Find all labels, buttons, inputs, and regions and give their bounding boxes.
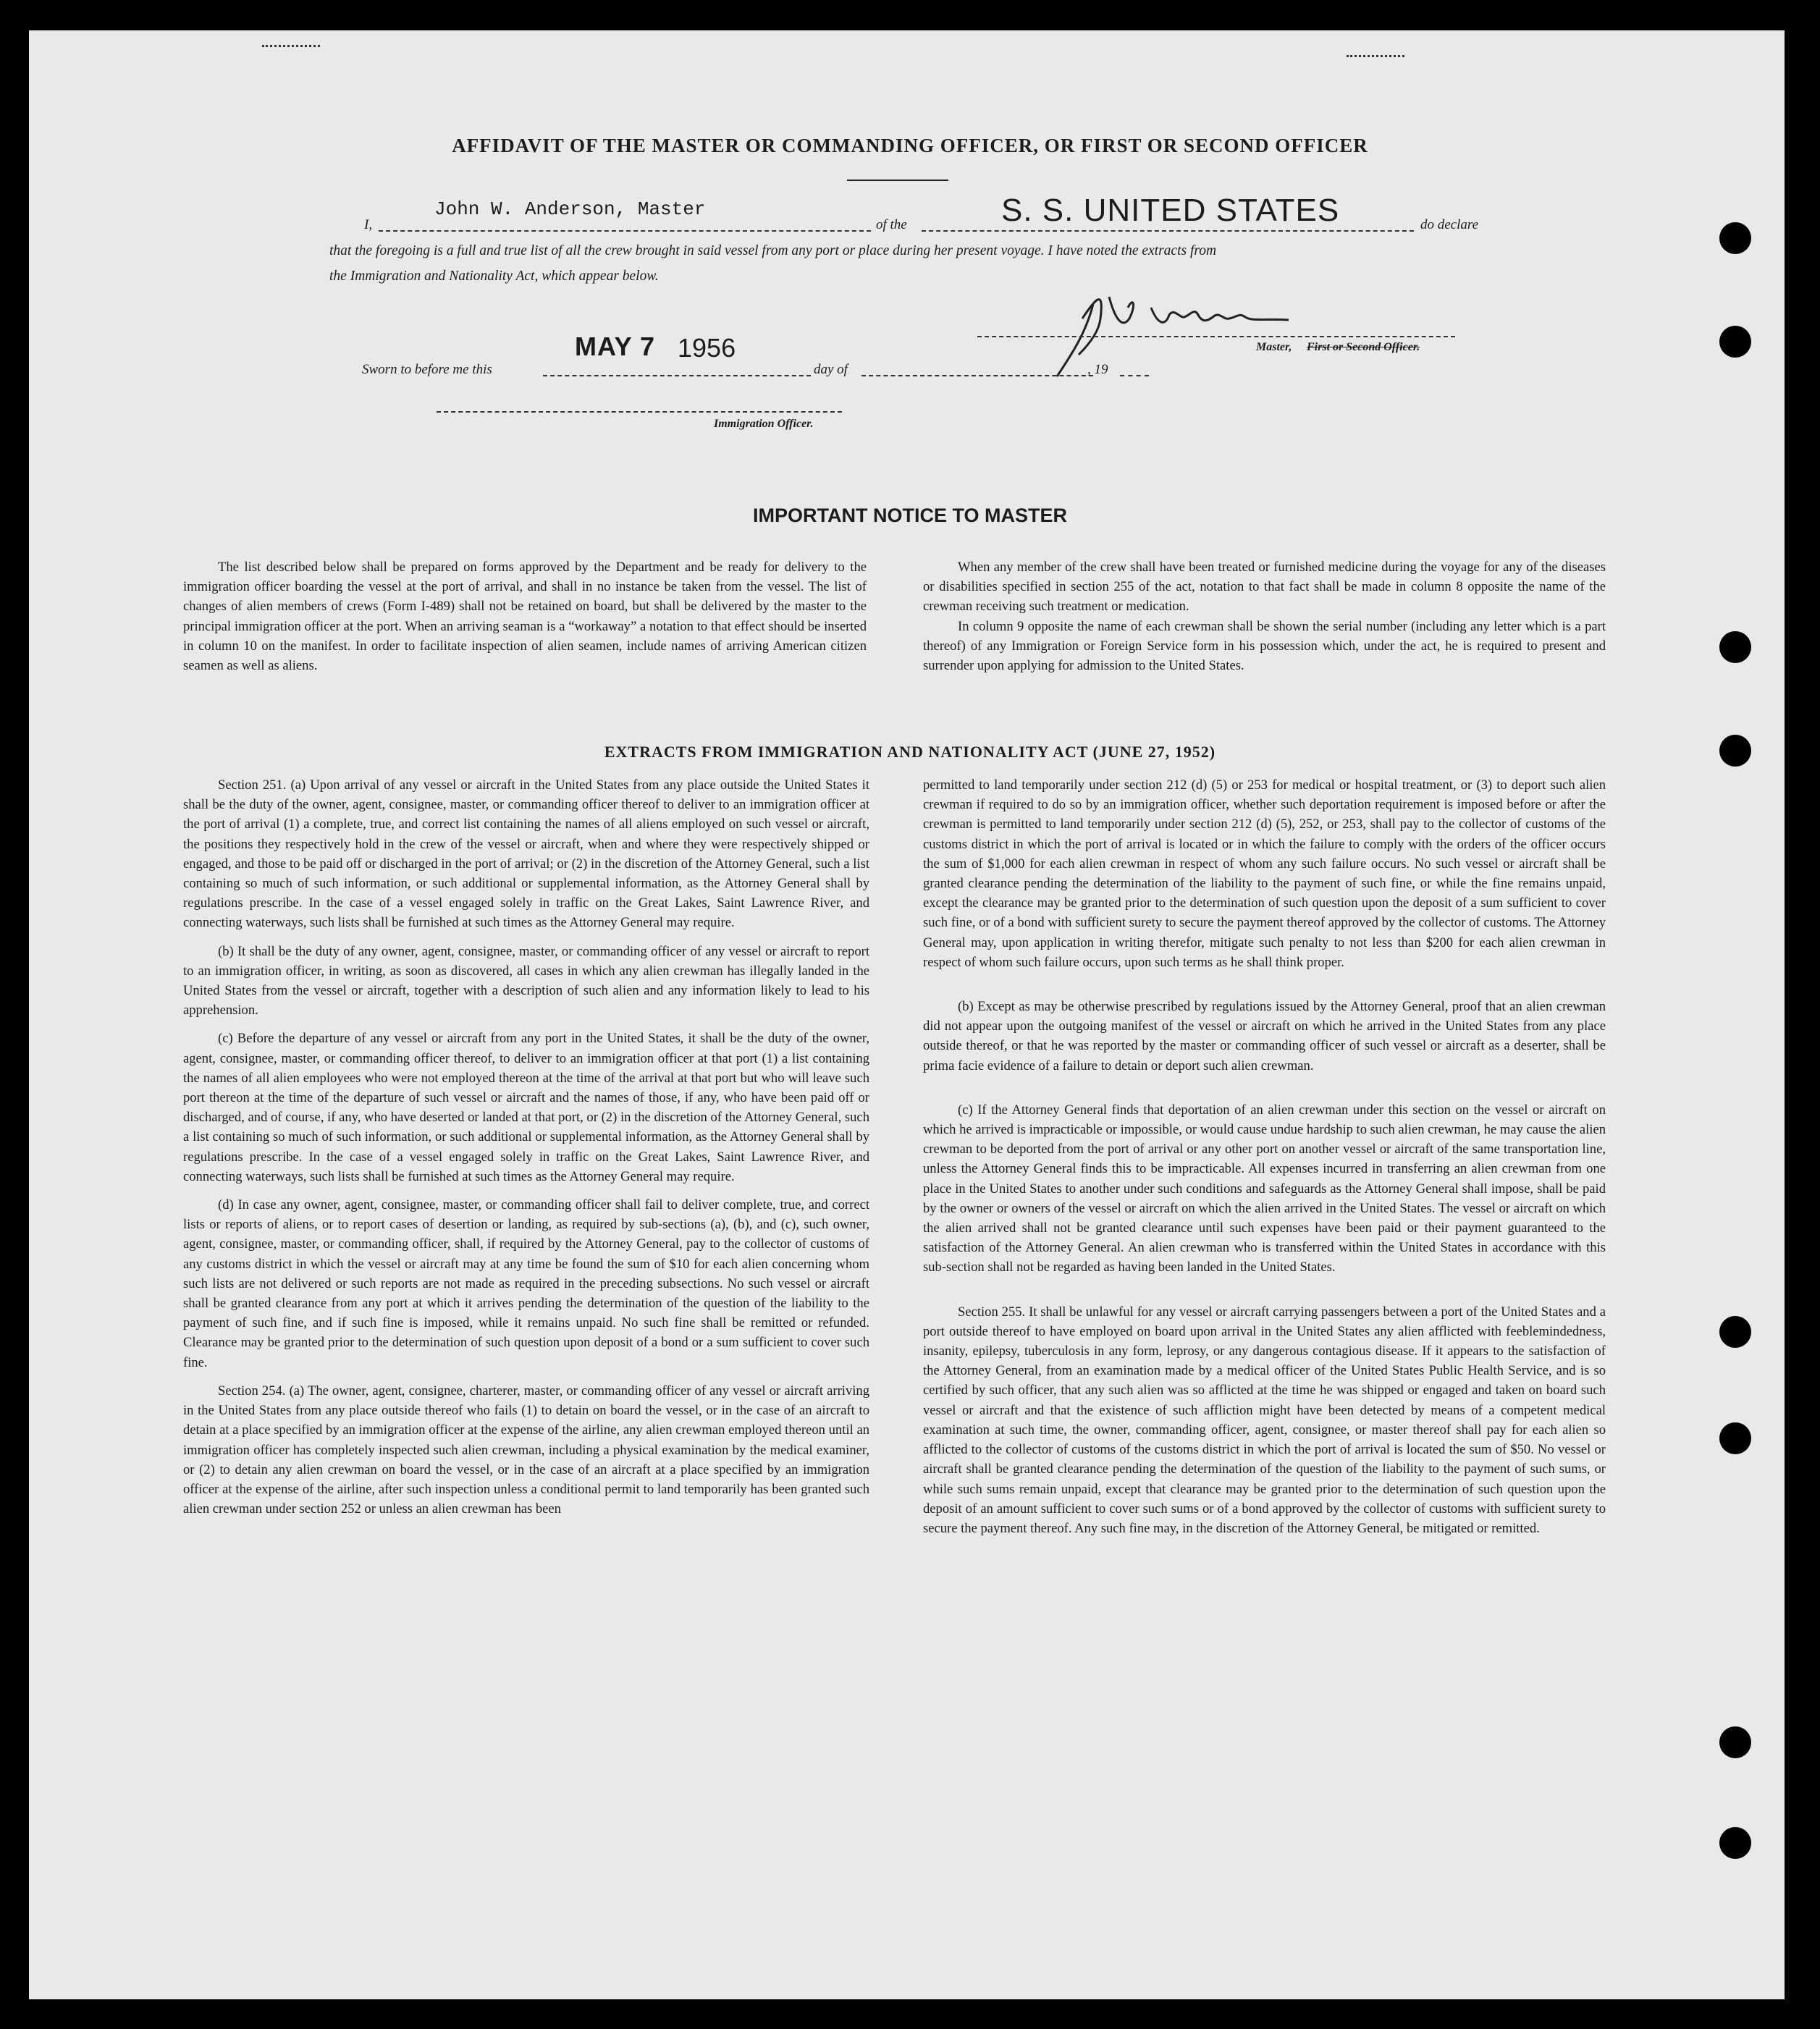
extracts-left-column xyxy=(183,775,869,1527)
declaration-line-2: the Immigration and Nationality Act, which appear below. xyxy=(329,269,659,284)
punch-hole xyxy=(1719,1726,1751,1758)
sworn-label: Sworn to before me this xyxy=(362,362,492,377)
section-254-a: Section 254. (a) The owner, agent, consignee, charterer, master, or commanding officer of any vessel or aircraft arriving in the United States from any place outside thereof who fails (1) to detain on board the vessel, or in the case of an aircraft to detain at a place specified by an immigration officer at the expense of the airline, any alien crewman employed thereon until an immigration officer has completely inspected such alien crewman, including a physical examination by the medical examiner, or (2) to detain any alien crewman on board the vessel, or in the case of an aircraft at a place specified by an immigration officer at the expense of the airline, after such inspection unless a conditional permit to land temporarily has been granted such alien crewman under section 252 or unless an alien crewman has been xyxy=(183,1383,869,1517)
ship-line xyxy=(922,230,1414,232)
punch-hole xyxy=(1719,1316,1751,1348)
master-label: Master, xyxy=(1256,341,1292,353)
master-signature xyxy=(1042,275,1303,391)
punch-hole xyxy=(1719,1422,1751,1454)
punch-hole xyxy=(1719,326,1751,358)
ship-name: S. S. UNITED STATES xyxy=(1001,193,1340,228)
name-line xyxy=(379,230,871,232)
typed-master-name: John W. Anderson, Master xyxy=(434,198,706,220)
notice-left-column xyxy=(183,557,867,675)
punch-hole xyxy=(1719,631,1751,663)
immigration-officer-line xyxy=(437,411,842,413)
section-254-b: (b) Except as may be otherwise prescribed by regulations issued by the Attorney General, proof that an alien crewman did not appear upon the outgoing manifest of the vessel or aircraft on which he arrived in the United States from any place outside thereof, or that he was reported by the master or commanding officer of such vessel or aircraft as a deserter, shall be prima facie evidence of a failure to detain or deport such alien crewman. xyxy=(923,999,1606,1073)
section-251-c: (c) Before the departure of any vessel or aircraft from any port in the United States, it shall be the duty of the owner, agent, consignee, master, or commanding officer thereof, to deliver to an immigration officer at that port (1) a list containing the names of all alien employees who were not employed thereon at the time of the arrival at that port but who will leave such port thereon at the time of the departure of such vessel or aircraft and the names of those, if any, who have been paid off or discharged, and of course, if any, who have deserted or landed at that port, or (2) in the discretion of the Attorney General, such a list containing so much of such information, or such additional or supplemental information, as the Attorney General shall by regulations prescribe. In the case of a vessel engaged solely in traffic on the Great Lakes, Saint Lawrence River, and connecting waterways, such lists shall be furnished at such times as the Attorney General may require. xyxy=(183,1031,869,1184)
section-254-c: (c) If the Attorney General finds that deportation of an alien crewman under this section on the vessel or aircraft on which he arrived is impracticable or impossible, or would cause undue hardship to such alien crewman, he may cause the alien crewman to be deported from the port of arrival or any other port on another vessel or aircraft of the same transportation line, unless the Attorney General finds this to be impracticable. All expenses incurred in transferring an alien crewman from one place in the United States to another under such conditions and safeguards as the Attorney General shall impose, shall be paid by the owner or owners of the vessel or aircraft on which the alien arrived in the United States. The vessel or aircraft on which the alien arrived shall not be granted clearance until such expenses have been paid or their payment guaranteed to the satisfaction of the Attorney General. An alien crewman who is transferred within the United States in accordance with this sub-section shall not be regarded as having been landed in the United States. xyxy=(923,1102,1606,1275)
signature-line xyxy=(977,336,1455,337)
do-declare-label: do declare xyxy=(1420,217,1479,232)
notice-right-paragraph-2: In column 9 opposite the name of each crewman shall be shown the serial number (including any letter which is a part thereof) of any Immigration or Foreign Service form in his possession which, under the act, he is required to present and surrender upon applying for admission to the United States. xyxy=(923,618,1606,674)
section-255: Section 255. It shall be unlawful for any vessel or aircraft carrying passengers between a port of the United States and a port outside thereof to have employed on board upon arrival in the United States any alien afflicted with feeblemindedness, insanity, epilepsy, tuberculosis in any form, leprosy, or any dangerous contagious disease. If it appears to the satisfaction of the Attorney General, from an examination made by a medical officer of the United States Public Health Service, and is so certified by such officer, that any such alien was so afflicted at the time he was shipped or engaged and taken on board such vessel or aircraft and that the existence of such affliction might have been detected by means of a competent medical examination at such time, the owner, commanding officer, agent, consignee, or master thereof shall pay for each alien so afflicted to the collector of customs of the customs district in which the port of arrival is located the sum of $50. No vessel or aircraft shall be granted clearance pending the determination of the question of the liability to the payment of such sums, or while such sums remain unpaid, except that clearance may be granted prior to the determination of such question upon the deposit of an amount sufficient to cover such sums or of a bond approved by the collector of customs with sufficient surety to secure the payment thereof. Any such fine may, in the discretion of the Attorney General, be mitigated or remitted. xyxy=(923,1304,1606,1536)
punch-hole xyxy=(1719,1827,1751,1859)
sworn-year-line xyxy=(1120,375,1149,376)
section-251-d: (d) In case any owner, agent, consignee, master, or commanding officer shall fail to deliver complete, true, and correct lists or reports of aliens, or to report cases of desertion or landing, as required by sub-sections (a), (b), and (c), such owner, agent, consignee, master, or commanding officer, shall, if required by the Attorney General, pay to the collector of customs of any customs district in which the vessel or aircraft may at any time be found the sum of $10 for each alien concerning whom such lists are not delivered or such reports are not made as required in the preceding subsections. No such vessel or aircraft shall be granted clearance from any port at which it arrives pending the determination of the question of the liability to the payment of such fine, and if such fine is imposed, while it remains unpaid. No such fine shall be remitted or refunded. Clearance may be granted prior to the determination of such question upon deposit of a bond or a sum sufficient to cover such fine. xyxy=(183,1197,869,1370)
notice-right-paragraph-1: When any member of the crew shall have been treated or furnished medicine during the voyage for any of the diseases or disabilities specified in section 255 of the act, notation to that fact shall be made in column 8 opposite the name of the crewman receiving such treatment or medication. xyxy=(923,560,1606,615)
struck-officer-label: First or Second Officer. xyxy=(1307,341,1420,353)
sworn-day-line xyxy=(543,375,811,376)
immigration-officer-label: Immigration Officer. xyxy=(714,418,814,430)
extracts-right-column xyxy=(923,775,1606,1547)
section-254-a-continued: permitted to land temporarily under section 212 (d) (5) or 253 for medical or hospital treatment, or (3) to deport such alien crewman if required to do so by an immigration officer, whether such deportation requirement is imposed before or after the crewman is permitted to land temporarily under section 212 (d) (5), 252, or 253, shall pay to the collector of customs of the customs district in which the port of arrival is located or in which the failure to comply with the orders of the officer occurs the sum of $1,000 for each alien crewman in respect of whom any such failure occurs. No such vessel or aircraft shall be granted clearance pending the determination of the liability to the payment of such fine, or while the fine remains unpaid, except the clearance may be granted prior to the determination of such question upon the deposit of a sum sufficient to cover such fine, or of a bond with sufficient surety to secure the payment thereof approved by the collector of customs. The Attorney General may, upon application in writing therefor, mitigate such penalty to not less than $200 for each alien crewman in respect of whom such failure occurs, upon such terms as he shall think proper. xyxy=(923,777,1606,970)
i-label: I, xyxy=(364,217,373,232)
day-of-label: day of xyxy=(814,362,848,377)
affidavit-title: AFFIDAVIT OF THE MASTER OR COMMANDING OFFICER, OR FIRST OR SECOND OFFICER xyxy=(452,135,1368,156)
section-251-a: Section 251. (a) Upon arrival of any vessel or aircraft in the United States from any place outside the United States it shall be the duty of the owner, agent, consignee, master, or commanding officer thereof to deliver to an immigration officer at the port of arrival (1) a complete, true, and correct list containing the names of all aliens employed on such vessel or aircraft, the positions they respectively hold in the crew of the vessel or aircraft, when and where they were respectively shipped or engaged, and those to be paid off or discharged in the port of arrival; or (2) in the discretion of the Attorney General, such a list containing so much of such information, or such additional or supplemental information, as the Attorney General shall by regulations prescribe. In the case of a vessel engaged solely in traffic on the Great Lakes, Saint Lawrence River, and connecting waterways, such lists shall be furnished at such times as the Attorney General may require. xyxy=(183,777,869,931)
year-prefix: , 19 xyxy=(1087,362,1108,377)
stamp-year: 1956 xyxy=(678,333,736,363)
extracts-title: EXTRACTS FROM IMMIGRATION AND NATIONALITY ACT (JUNE 27, 1952) xyxy=(604,743,1216,761)
sworn-month-line xyxy=(861,375,1093,376)
notice-title: IMPORTANT NOTICE TO MASTER xyxy=(753,505,1067,526)
declaration-line-1: that the foregoing is a full and true list of all the crew brought in said vessel from any port or place during her present voyage. I have noted the extracts from xyxy=(329,243,1217,258)
title-divider xyxy=(847,180,948,181)
top-left-marks xyxy=(262,45,320,50)
of-the-label: of the xyxy=(876,217,907,232)
notice-left-paragraph: The list described below shall be prepared on forms approved by the Department and be ready for delivery to the immigration officer boarding the vessel at the port of arrival, and shall in no instance be taken from the vessel. The list of changes of alien members of crews (Form I-489) shall not be retained on board, but shall be delivered by the master to the principal immigration officer at the port. When an arriving seaman is a “workaway” a notation to that effect should be inserted in column 10 on the manifest. In order to facilitate inspection of alien seamen, include names of arriving American citizen seamen as well as aliens. xyxy=(183,560,867,674)
stamp-date: MAY 7 xyxy=(575,332,656,361)
punch-hole xyxy=(1719,222,1751,254)
top-right-marks xyxy=(1347,55,1404,60)
notice-right-column xyxy=(923,557,1606,675)
section-251-b: (b) It shall be the duty of any owner, agent, consignee, master, or commanding officer of any vessel or aircraft to report to an immigration officer, in writing, as soon as discovered, all cases in which any alien crewman has illegally landed in the United States from the vessel or aircraft, together with a description of such alien and any information likely to lead to his apprehension. xyxy=(183,943,869,1018)
